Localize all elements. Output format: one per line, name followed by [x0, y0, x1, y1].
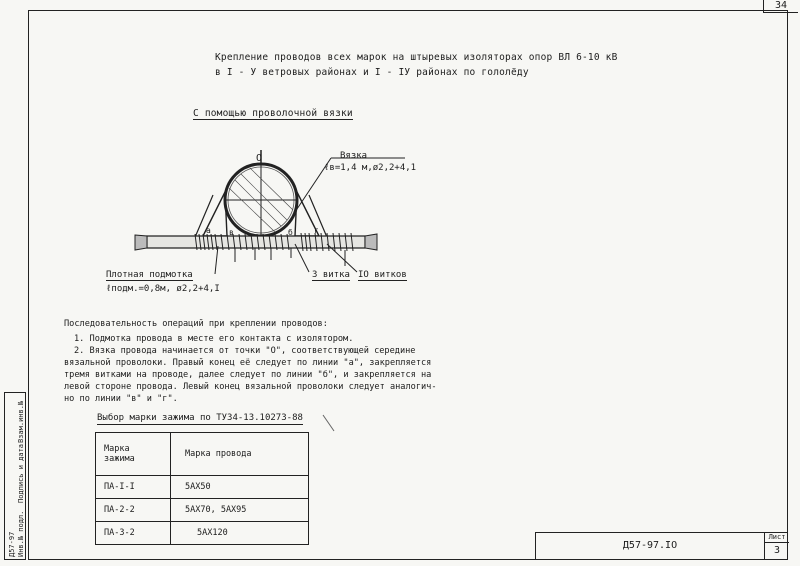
podmotka-spec: ℓподм.=0,8м, ø2,2+4,I — [106, 284, 220, 294]
margin-strip — [4, 392, 26, 560]
point-o-label: О — [256, 153, 263, 164]
table-row — [96, 522, 309, 545]
title-line-1: Крепление проводов всех марок на штыревых изоляторах опор ВЛ 6-10 кВ — [215, 52, 618, 63]
line-a-label: а — [206, 226, 211, 235]
stray-mark — [322, 414, 336, 434]
table-cell-wire: 5АХ70, 5АХ95 — [171, 499, 309, 522]
table-cell-clamp: ПА-2-2 — [96, 499, 171, 522]
table-title: Выбор марки зажима по ТУ34-13.10273-88 — [97, 412, 303, 425]
sequence-line-6: но по линии "в" и "г". — [64, 394, 178, 404]
table-cell-clamp: ПА-I-I — [96, 476, 171, 499]
sequence-heading: Последовательность операций при креплении проводов: — [64, 319, 328, 329]
line-g-label: г — [314, 226, 319, 235]
margin-code: Д57-97 — [8, 531, 16, 557]
margin-replace: Взам.инв.№ — [17, 400, 25, 443]
table-cell-wire: 5АХ50 — [171, 476, 309, 499]
margin-sign: Подпись и дата — [17, 443, 25, 503]
table-header-row — [96, 433, 309, 476]
table-header-clamp: Марка зажима — [96, 433, 171, 476]
sequence-line-3: вязальной проволоки. Правый конец её следует по линии "а", закрепляется — [64, 358, 432, 368]
sequence-line-4: тремя витками на проводе, далее следует по линии "б", и закрепляется на — [64, 370, 432, 380]
table-row — [96, 499, 309, 522]
stamp-code: Д57-97.IO — [622, 540, 678, 551]
table-row — [96, 476, 309, 499]
sequence-line-5: левой стороне провода. Левый конец вязальной проволоки следует аналогич- — [64, 382, 437, 392]
podmotka-label: Плотная подмотка — [106, 270, 193, 280]
stamp-sheet-number: 3 — [773, 545, 781, 556]
turns-3-label: 3 витка — [312, 270, 350, 280]
sequence-line-1: 1. Подмотка провода в месте его контакта с изолятором. — [74, 334, 354, 344]
turns-10-label: IO витков — [358, 270, 407, 280]
top-sheet-number: 34 — [763, 0, 798, 13]
section-title: С помощью проволочной вязки — [193, 108, 353, 119]
title-stamp — [535, 532, 788, 560]
table-cell-clamp: ПА-3-2 — [96, 522, 171, 545]
line-v-label: в — [229, 228, 234, 237]
line-b-label: б — [288, 228, 293, 237]
sequence-line-2: 2. Вязка провода начинается от точки "О", соответствующей середине — [74, 346, 416, 356]
stamp-sheet-label: Лист — [765, 533, 789, 543]
vyazka-spec: ℓв=1,4 м,ø2,2+4,1 — [324, 163, 417, 173]
stamp-sheet-cell — [764, 533, 789, 559]
margin-inv: Инв.№ подл. — [17, 510, 25, 557]
vyazka-label: Вязка — [340, 151, 368, 161]
table-header-wire: Марка провода — [171, 433, 309, 476]
conductor — [147, 236, 365, 248]
title-line-2: в I - У ветровых районах и I - IУ районах по гололёду — [215, 67, 529, 78]
clamp-selection-table — [95, 432, 309, 545]
table-cell-wire: 5АХ120 — [171, 522, 309, 545]
